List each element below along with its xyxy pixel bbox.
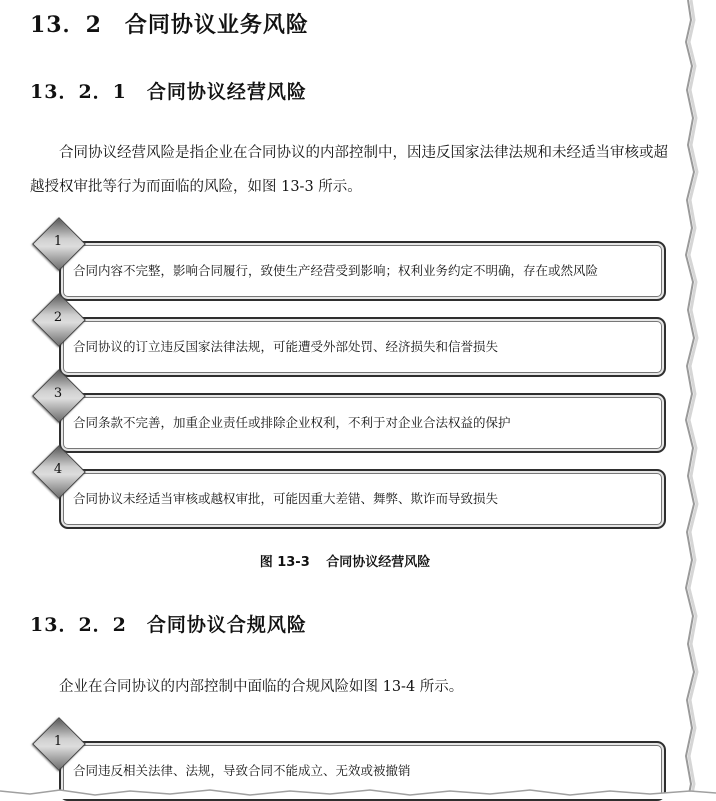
paragraph-compliance-risk: 企业在合同协议的内部控制中面临的合规风险如图 13-4 所示。 xyxy=(59,679,464,695)
list-item xyxy=(30,293,670,369)
risk-text: 合同协议的订立违反国家法律法规，可能遭受外部处罚、经济损失和信誉损失 xyxy=(73,339,499,354)
risk-box xyxy=(59,241,666,301)
risk-list-operating xyxy=(30,217,670,521)
list-item xyxy=(30,369,670,445)
torn-paper-bottom-edge xyxy=(0,785,716,799)
risk-box xyxy=(59,469,666,529)
item-number: 3 xyxy=(53,386,63,401)
torn-paper-edge xyxy=(682,0,716,799)
list-item xyxy=(30,217,670,293)
subsection-heading-operating-risk: 13．2．1 合同协议经营风险 xyxy=(30,81,307,103)
item-number: 1 xyxy=(53,734,63,749)
risk-text: 合同条款不完善，加重企业责任或排除企业权利，不利于对企业合法权益的保护 xyxy=(73,415,511,430)
risk-text: 合同内容不完整，影响合同履行，致使生产经营受到影响；权利业务约定不明确，存在或然风险 xyxy=(73,263,599,278)
paragraph-operating-risk: 合同协议经营风险是指企业在合同协议的内部控制中，因违反国家法律法规和未经适当审核或超越授权审批等行为而面临的风险，如图 13-3 所示。 xyxy=(30,145,668,195)
risk-box xyxy=(59,317,666,377)
figure-caption xyxy=(0,551,690,570)
list-item xyxy=(30,445,670,521)
risk-box xyxy=(59,393,666,453)
risk-text: 合同协议未经适当审核或越权审批，可能因重大差错、舞弊、欺诈而导致损失 xyxy=(73,491,499,506)
risk-list-compliance xyxy=(30,717,670,793)
item-number: 4 xyxy=(53,462,63,477)
item-number: 1 xyxy=(53,234,63,249)
caption-title: 合同协议经营风险 xyxy=(326,555,431,570)
caption-label: 图 13-3 xyxy=(259,555,310,570)
risk-text: 合同违反相关法律、法规，导致合同不能成立、无效或被撤销 xyxy=(73,763,411,778)
subsection-heading-compliance-risk: 13．2．2 合同协议合规风险 xyxy=(30,614,307,636)
list-item xyxy=(30,717,670,793)
section-heading: 13．2 合同协议业务风险 xyxy=(30,12,309,38)
item-number: 2 xyxy=(53,310,63,325)
